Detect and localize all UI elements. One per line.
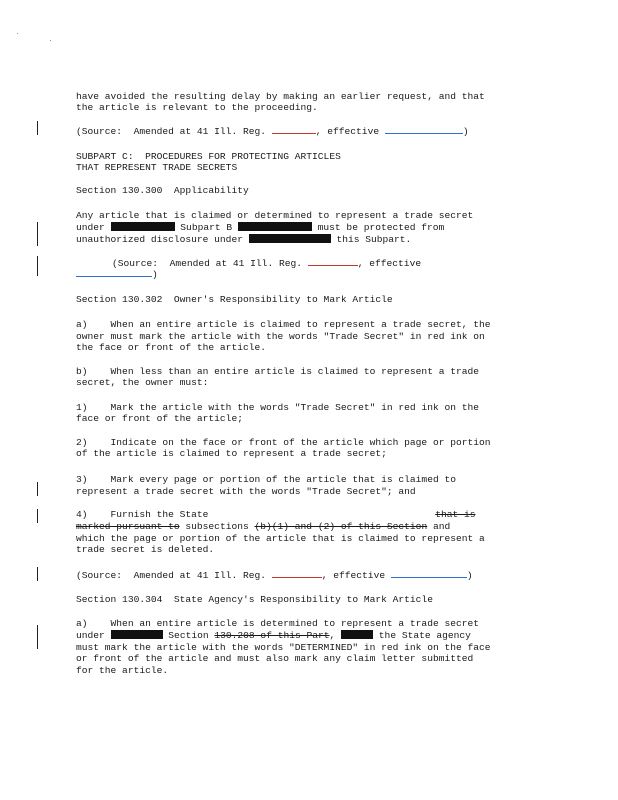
effective-blank <box>76 276 152 277</box>
redaction-box <box>111 222 175 231</box>
text-line: owner must mark the article with the words "Trade Secret" in red ink on <box>76 331 485 342</box>
register-blank <box>272 133 316 134</box>
source-note <box>76 269 158 281</box>
text-line: face or front of the article; <box>76 413 243 424</box>
section-title: Section 130.304 State Agency's Responsibility to Mark Article <box>76 594 433 605</box>
text-segment: must be protected from <box>311 222 445 233</box>
text-segment: 4) Furnish the State <box>76 509 215 520</box>
source-text: (Source: Amended at 41 Ill. Reg. <box>76 126 272 137</box>
register-blank <box>272 577 322 578</box>
revision-bar <box>37 567 38 581</box>
text-segment: subsections <box>179 521 255 532</box>
text-line: trade secret is deleted. <box>76 544 215 555</box>
text-line <box>76 234 411 246</box>
effective-blank <box>391 577 467 578</box>
register-blank <box>308 265 358 266</box>
source-note <box>112 258 421 270</box>
revision-bar <box>37 509 38 523</box>
text-segment: this Subpart. <box>330 234 412 245</box>
text-segment: and <box>427 521 451 532</box>
source-text: ) <box>152 269 158 280</box>
source-text: ) <box>462 126 469 137</box>
text-line: which the page or portion of the article that is claimed to represent a <box>76 533 485 544</box>
text-line: for the article. <box>76 665 169 676</box>
text-line: have avoided the resulting delay by making an earlier request, and that <box>76 91 485 102</box>
text-line: the face or front of the article. <box>76 342 266 353</box>
source-text: (Source: Amended at 41 Ill. Reg. <box>112 258 308 269</box>
revision-bar <box>37 222 38 246</box>
text-line <box>76 509 476 521</box>
revision-bar <box>37 625 38 649</box>
redaction-box <box>111 630 163 639</box>
scan-speck <box>17 33 18 34</box>
redaction-box <box>238 222 312 231</box>
struck-text: 130.208 of this Part <box>214 630 330 641</box>
struck-text: marked pursuant to <box>76 521 180 532</box>
text-segment: Section <box>162 630 215 641</box>
scan-speck <box>50 40 51 41</box>
text-line: Any article that is claimed or determined to represent a trade secret <box>76 210 474 221</box>
source-text: (Source: Amended at 41 Ill. Reg. <box>76 570 272 581</box>
text-segment: Subpart B <box>174 222 238 233</box>
text-line: represent a trade secret with the words "Trade Secret"; and <box>76 486 416 497</box>
text-segment: , <box>329 630 342 641</box>
text-line: b) When less than an entire article is claimed to represent a trade <box>76 366 480 377</box>
effective-blank <box>385 133 463 134</box>
source-text: ) <box>466 570 473 581</box>
struck-text: that is <box>435 509 476 520</box>
source-text: , effective <box>315 126 385 137</box>
revision-bar <box>37 256 38 276</box>
text-line: 1) Mark the article with the words "Trade Secret" in red ink on the <box>76 402 480 413</box>
revision-bar <box>37 482 38 496</box>
text-line: of the article is claimed to represent a trade secret; <box>76 448 387 459</box>
source-text: , effective <box>321 570 391 581</box>
section-title: Section 130.300 Applicability <box>76 185 249 196</box>
text-line: or front of the article and must also mark any claim letter submitted <box>76 653 474 664</box>
source-text: , effective <box>357 258 422 269</box>
text-line <box>76 630 471 642</box>
struck-text: (b)(1) and (2) of this Section <box>254 521 428 532</box>
text-segment: under <box>76 222 111 233</box>
text-line: a) When an entire article is determined to represent a trade secret <box>76 618 480 629</box>
text-line <box>76 222 444 234</box>
text-segment: unauthorized disclosure under <box>76 234 249 245</box>
subpart-heading: SUBPART C: PROCEDURES FOR PROTECTING ARTICLES <box>76 151 341 162</box>
text-line: 2) Indicate on the face or front of the article which page or portion <box>76 437 491 448</box>
text-line: a) When an entire article is claimed to represent a trade secret, the <box>76 319 491 330</box>
text-line <box>76 521 450 533</box>
source-note <box>76 126 469 138</box>
text-line: the article is relevant to the proceeding. <box>76 102 318 113</box>
text-line: must mark the article with the words "DETERMINED" in red ink on the face <box>76 642 491 653</box>
redaction-box <box>341 630 373 639</box>
text-segment: the State agency <box>373 630 471 641</box>
revision-bar <box>37 121 38 135</box>
source-note <box>76 570 473 582</box>
section-title: Section 130.302 Owner's Responsibility to Mark Article <box>76 294 393 305</box>
text-line: secret, the owner must: <box>76 377 209 388</box>
subpart-heading: THAT REPRESENT TRADE SECRETS <box>76 162 238 173</box>
redaction-box <box>249 234 331 243</box>
text-line: 3) Mark every page or portion of the article that is claimed to <box>76 474 456 485</box>
text-segment: under <box>76 630 111 641</box>
